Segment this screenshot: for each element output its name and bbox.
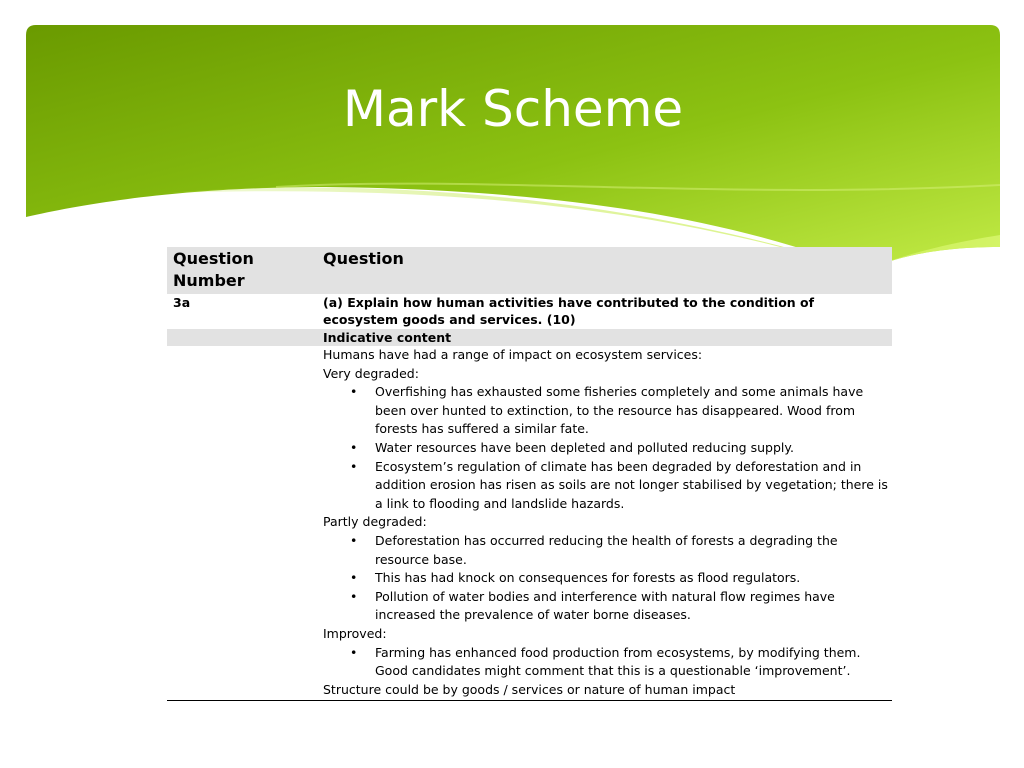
- list-item: [350, 588, 892, 625]
- indicative-content-label: Indicative content: [317, 329, 892, 346]
- indicative-content-cell: [317, 346, 892, 701]
- question-row: [167, 294, 892, 329]
- list-item-text: This has had knock on consequences for forests as flood regulators.: [375, 570, 801, 586]
- bullet-icon: •: [350, 439, 358, 455]
- indicative-content-row: [167, 346, 892, 701]
- question-number: 3a: [173, 295, 191, 310]
- list-item: [350, 383, 892, 439]
- list-item-text: Ecosystem’s regulation of climate has been degraded by deforestation and in addition erosion has risen as soils are not longer stabilised by vegetation; there is a link to flooding and landslide hazards.: [375, 458, 888, 511]
- bullet-icon: •: [350, 384, 358, 400]
- content-intro: Humans have had a range of impact on ecosystem services:: [323, 347, 703, 362]
- question-text: (a) Explain how human activities have contributed to the condition of ecosystem goods and services. (10): [323, 295, 815, 327]
- improved-list: [323, 644, 892, 681]
- slide-title: Mark Scheme: [342, 80, 684, 138]
- title-banner: [26, 25, 1000, 285]
- bullet-icon: •: [350, 644, 358, 660]
- structure-note: Structure could be by goods / services or nature of human impact: [323, 681, 736, 697]
- header-question: Question: [317, 247, 892, 294]
- very-degraded-label: Very degraded:: [323, 365, 419, 381]
- list-item: [350, 644, 892, 681]
- table-header-row: [167, 247, 892, 294]
- partly-degraded-label: Partly degraded:: [323, 514, 427, 530]
- improved-label: Improved:: [323, 625, 387, 641]
- indicative-content-blank: [167, 329, 317, 346]
- list-item-text: Water resources have been depleted and polluted reducing supply.: [375, 439, 794, 455]
- list-item: [350, 439, 892, 458]
- mark-scheme-table: [167, 247, 892, 701]
- bullet-icon: •: [350, 570, 358, 586]
- content-blank-cell: [167, 346, 317, 701]
- list-item-text: Deforestation has occurred reducing the health of forests a degrading the resource base.: [375, 532, 838, 567]
- partly-degraded-list: [323, 532, 892, 625]
- bullet-icon: •: [350, 532, 358, 548]
- bullet-icon: •: [350, 588, 358, 604]
- list-item-text: Pollution of water bodies and interference with natural flow regimes have increased the prevalence of water borne diseases.: [375, 588, 835, 623]
- very-degraded-list: [323, 383, 892, 513]
- list-item: [350, 569, 892, 588]
- list-item: [350, 458, 892, 514]
- list-item: [350, 532, 892, 569]
- indicative-content-header-row: [167, 329, 892, 346]
- list-item-text: Overfishing has exhausted some fisheries completely and some animals have been over hunted to extinction, to the resource has disappeared. Wood from forests has suffered a similar fate.: [375, 384, 864, 437]
- list-item-text: Farming has enhanced food production from ecosystems, by modifying them. Good candidates might comment that this is a questionable ‘improvement’.: [375, 644, 861, 679]
- bullet-icon: •: [350, 458, 358, 474]
- header-question-number: Question Number: [167, 247, 317, 294]
